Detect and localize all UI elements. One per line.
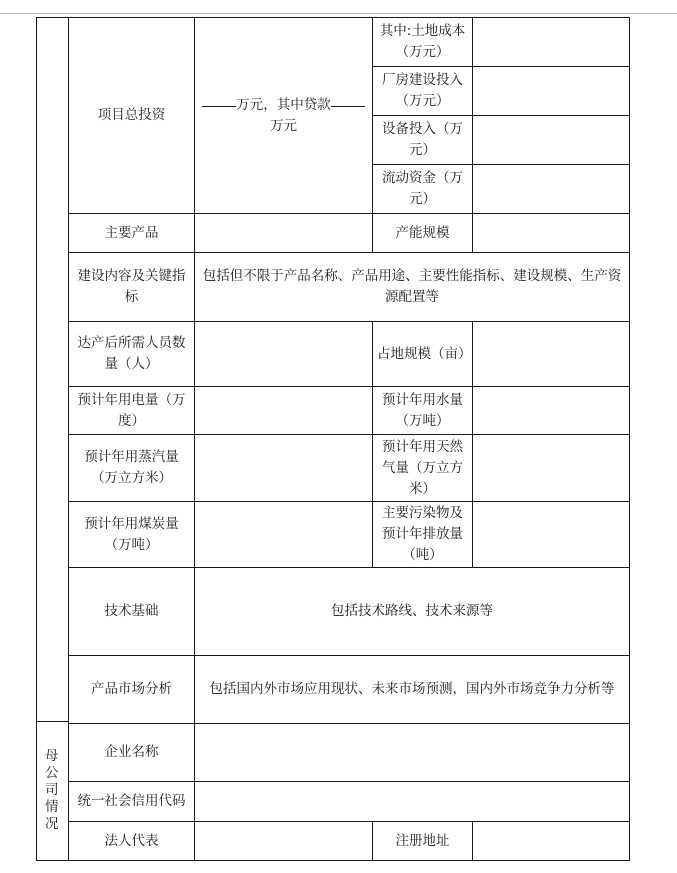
coal-input[interactable] xyxy=(195,502,373,568)
equipment-investment-input[interactable] xyxy=(473,116,630,165)
capacity-input[interactable] xyxy=(473,214,630,253)
steam-input[interactable] xyxy=(195,435,373,502)
water-label: 预计年用水量（万吨） xyxy=(373,387,473,435)
reg-address-label: 注册地址 xyxy=(373,822,473,861)
electricity-label: 预计年用电量（万度） xyxy=(69,387,195,435)
coal-label: 预计年用煤炭量（万吨） xyxy=(69,502,195,568)
construction-hint[interactable]: 包括但不限于产品名称、产品用途、主要性能指标、建设规模、生产资源配置等 xyxy=(195,253,630,322)
gas-input[interactable] xyxy=(473,435,630,502)
pollutants-input[interactable] xyxy=(473,502,630,568)
capacity-label: 产能规模 xyxy=(373,214,473,253)
construction-label: 建设内容及关键指标 xyxy=(69,253,195,322)
tech-hint[interactable]: 包括技术路线、技术来源等 xyxy=(195,568,630,656)
equipment-investment-label: 设备投入（万元） xyxy=(373,116,473,165)
legal-rep-label: 法人代表 xyxy=(69,822,195,861)
total-investment-value-cell xyxy=(195,18,373,214)
company-name-label: 企业名称 xyxy=(69,724,195,782)
steam-label: 预计年用蒸汽量（万立方米） xyxy=(69,435,195,502)
gas-label: 预计年用天然气量（万立方米） xyxy=(373,435,473,502)
reg-address-input[interactable] xyxy=(473,822,630,861)
total-investment-text-2: 万元 xyxy=(270,117,297,134)
staff-input[interactable] xyxy=(195,322,373,387)
market-label: 产品市场分析 xyxy=(69,656,195,724)
main-products-input[interactable] xyxy=(195,214,373,253)
land-cost-input[interactable] xyxy=(473,18,630,67)
working-capital-label: 流动资金（万元） xyxy=(373,165,473,214)
working-capital-input[interactable] xyxy=(473,165,630,214)
tech-label: 技术基础 xyxy=(69,568,195,656)
total-investment-text-1: 万元，其中贷款 xyxy=(236,96,331,113)
legal-rep-input[interactable] xyxy=(195,822,373,861)
land-area-input[interactable] xyxy=(473,322,630,387)
parent-section-label-cell xyxy=(36,722,68,859)
project-info-table xyxy=(36,17,630,861)
plant-investment-input[interactable] xyxy=(473,67,630,116)
staff-label: 达产后所需人员数量（人） xyxy=(69,322,195,387)
electricity-input[interactable] xyxy=(195,387,373,435)
page-top-ruler xyxy=(0,13,677,14)
credit-code-input[interactable] xyxy=(195,782,630,822)
main-products-label: 主要产品 xyxy=(69,214,195,253)
land-cost-label: 其中:土地成本（万元） xyxy=(373,18,473,67)
company-name-input[interactable] xyxy=(195,724,630,782)
market-hint[interactable]: 包括国内外市场应用现状、未来市场预测，国内外市场竞争力分析等 xyxy=(195,656,630,724)
plant-investment-label: 厂房建设投入（万元） xyxy=(373,67,473,116)
total-investment-label: 项目总投资 xyxy=(69,18,195,214)
credit-code-label: 统一社会信用代码 xyxy=(69,782,195,822)
pollutants-label: 主要污染物及预计年排放量（吨） xyxy=(373,502,473,568)
land-area-label: 占地规模（亩） xyxy=(373,322,473,387)
parent-section-label: 母公司情况 xyxy=(45,748,59,832)
water-input[interactable] xyxy=(473,387,630,435)
